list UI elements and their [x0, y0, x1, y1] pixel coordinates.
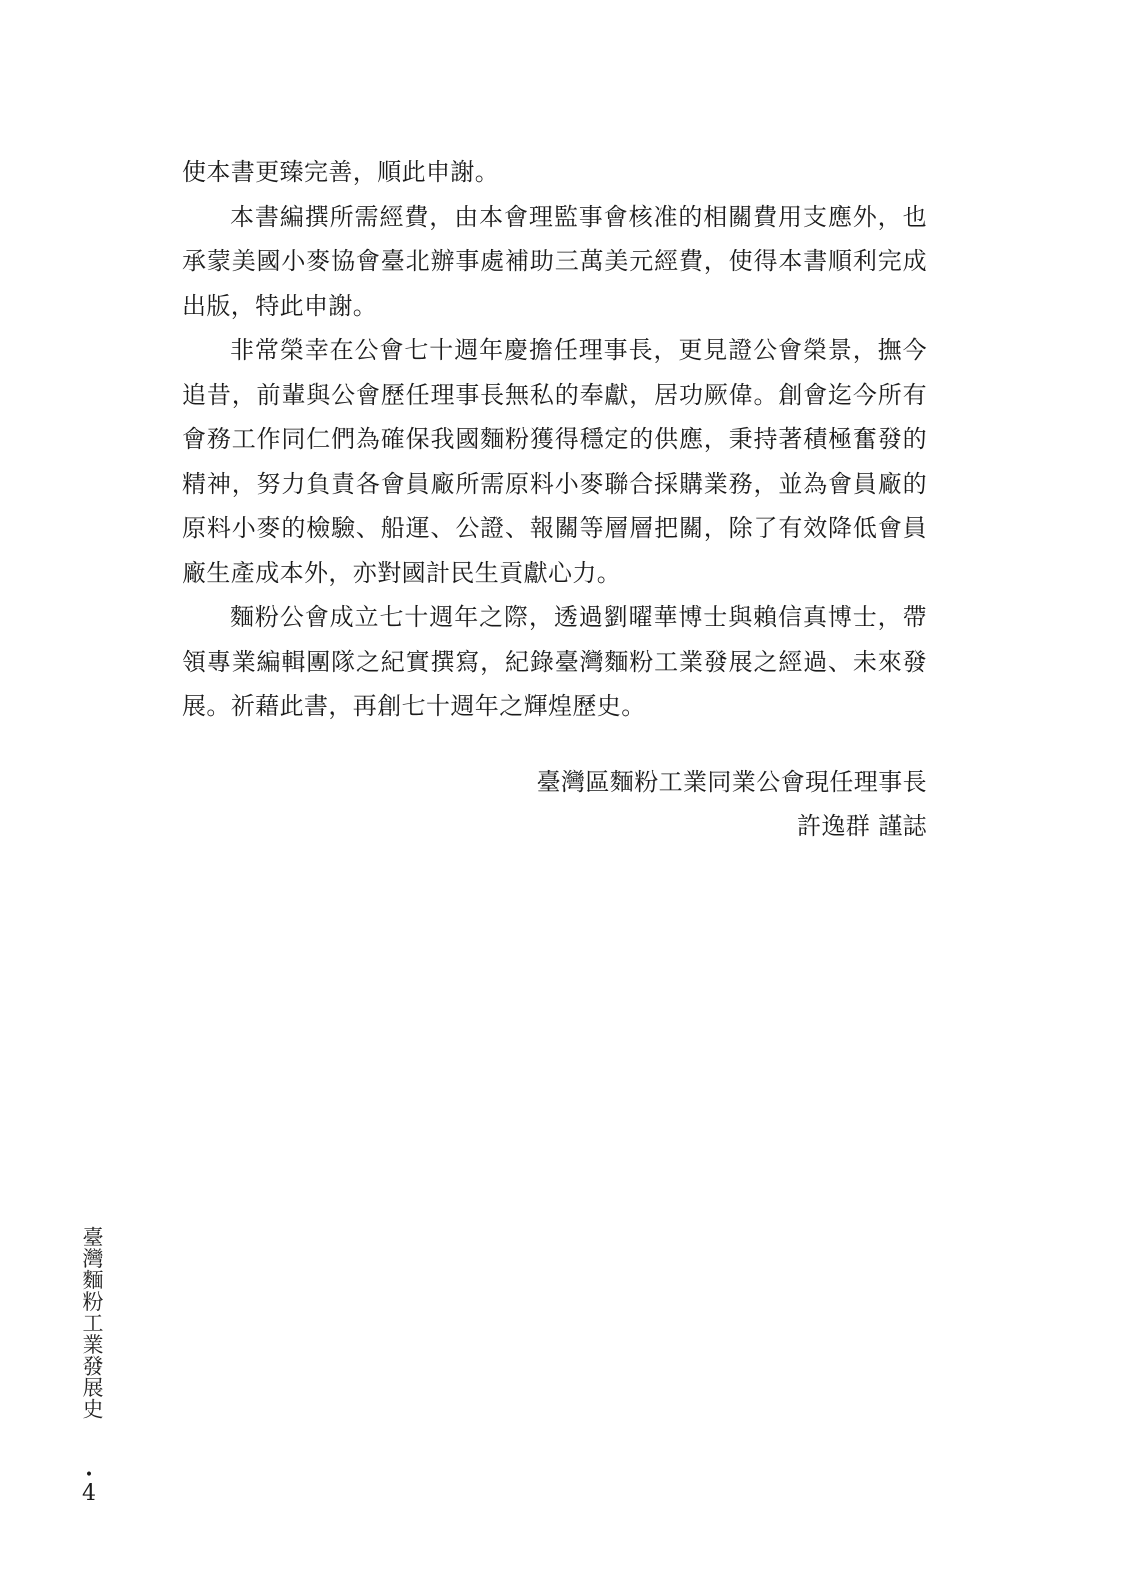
folio-bullet: •	[84, 1467, 94, 1483]
paragraph-anniversary: 非常榮幸在公會七十週年慶擔任理事長，更見證公會榮景，撫今追昔，前輩與公會歷任理事長無私的奉獻，居功厥偉。創會迄今所有會務工作同仁們為確保我國麵粉獲得穩定的供應，秉持著積極奮發的精神，努力負責各會員廠所需原料小麥聯合採購業務，並為會員廠的原料小麥的檢驗、船運、公證、報關等層層把關，除了有效降低會員廠生產成本外，亦對國計民生貢獻心力。	[182, 336, 927, 587]
signature-title: 臺灣區麵粉工業同業公會現任理事長	[536, 768, 927, 796]
preface-body	[182, 150, 927, 729]
paragraph-closing: 麵粉公會成立七十週年之際，透過劉曜華博士與賴信真博士，帶領專業編輯團隊之紀實撰寫，紀錄臺灣麵粉工業發展之經過、未來發展。祈藉此書，再創七十週年之輝煌歷史。	[182, 603, 927, 720]
paragraph-funding: 本書編撰所需經費，由本會理監事會核准的相關費用支應外，也承蒙美國小麥協會臺北辦事處補助三萬美元經費，使得本書順利完成出版，特此申謝。	[182, 202, 927, 320]
signature-block	[537, 760, 927, 848]
paragraph-continuation: 使本書更臻完善，順此申謝。	[182, 158, 500, 186]
signature-name: 許逸群 謹誌	[796, 812, 927, 840]
running-title: 臺灣麵粉工業發展史	[80, 1226, 104, 1420]
page-number: 4	[82, 1481, 96, 1506]
folio	[78, 1468, 100, 1506]
